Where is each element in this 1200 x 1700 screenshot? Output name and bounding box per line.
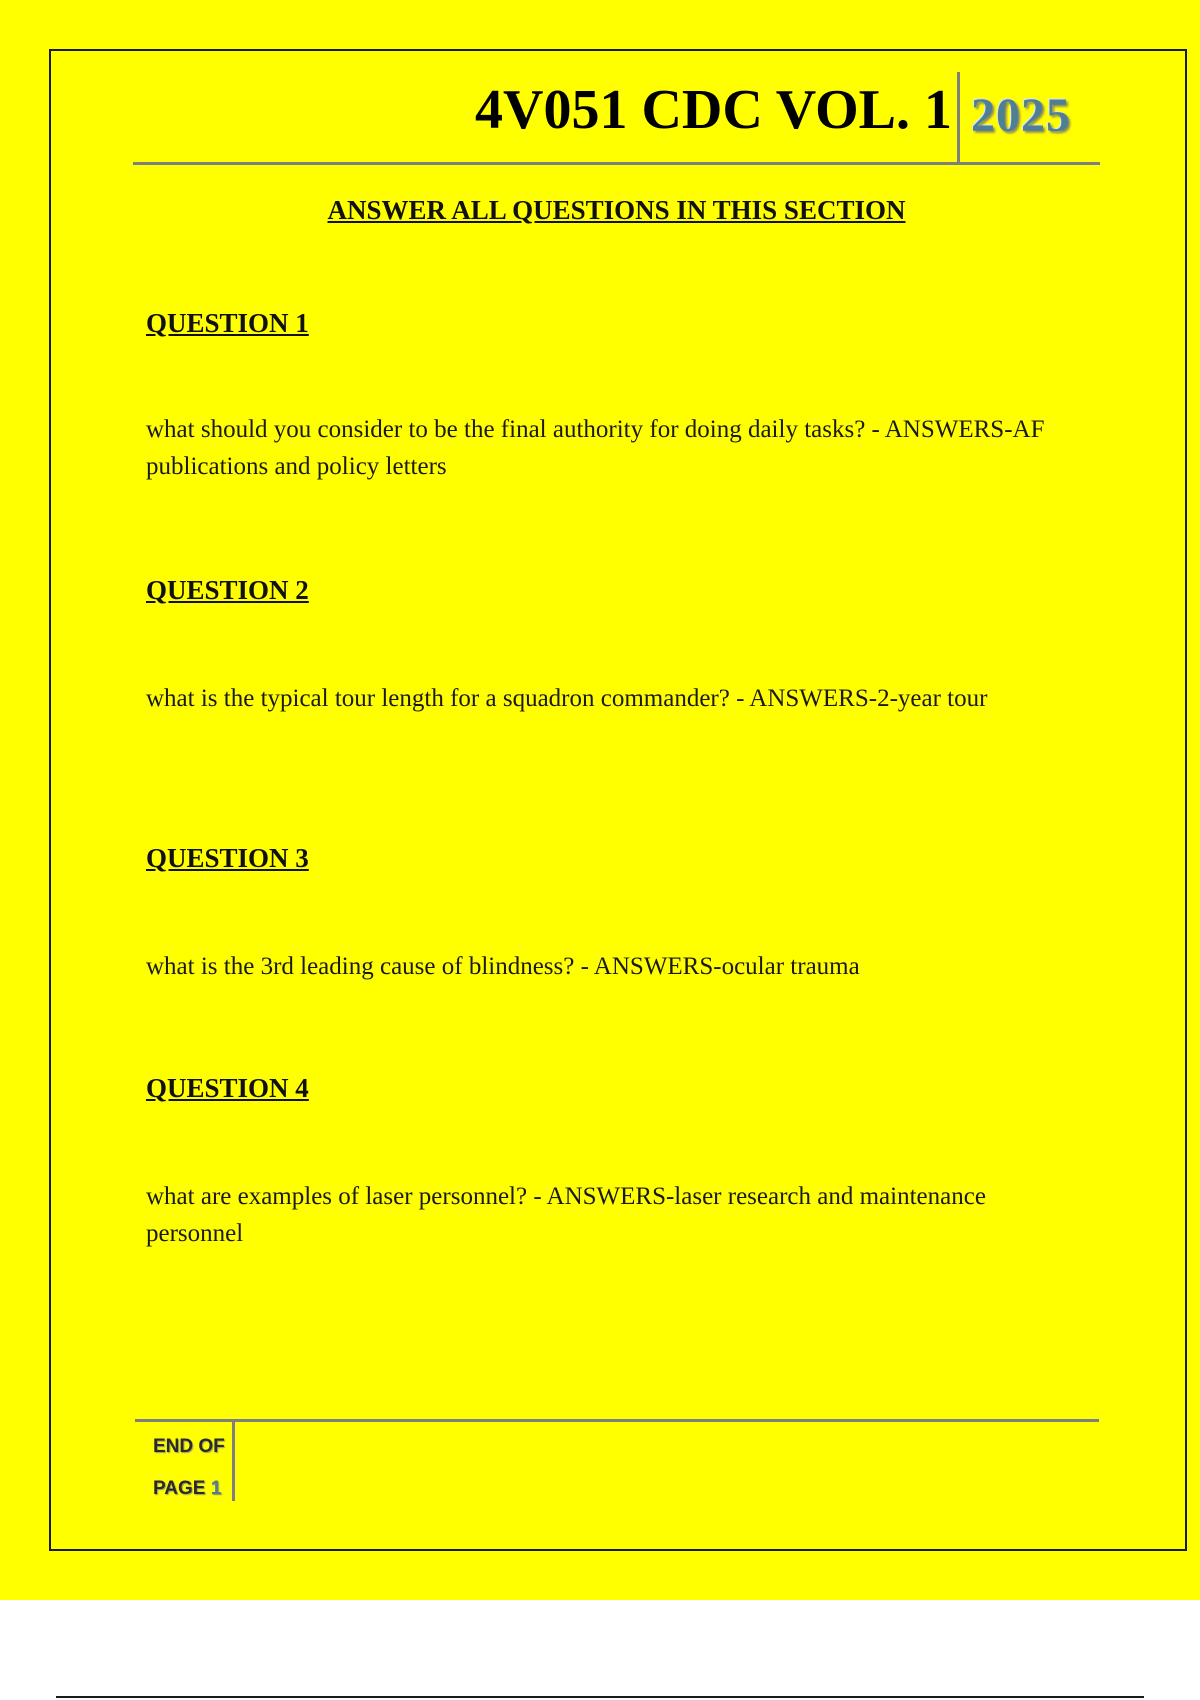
question-text: what is the typical tour length for a squadron commander? - ANSWERS-2-year tour: [146, 685, 988, 712]
footer-page-word: PAGE: [153, 1478, 206, 1499]
page-footer: [135, 1419, 1099, 1501]
question-label: QUESTION 2: [146, 575, 309, 605]
question-block-1: [146, 308, 1066, 485]
question-label: QUESTION 4: [146, 1073, 309, 1103]
footer-page-number: 1: [210, 1478, 222, 1499]
question-text: what should you consider to be the final authority for doing daily tasks? - ANSWERS-AF publications and policy letters: [146, 416, 1045, 480]
question-block-3: [146, 843, 1066, 985]
section-heading: ANSWER ALL QUESTIONS IN THIS SECTION: [327, 195, 906, 225]
question-text: what is the 3rd leading cause of blindness? - ANSWERS-ocular trauma: [146, 953, 860, 980]
question-block-4: [146, 1073, 1066, 1252]
footer-divider: [232, 1422, 235, 1501]
question-text: what are examples of laser personnel? - ANSWERS-laser research and maintenance personnel: [146, 1183, 986, 1247]
footer-page-label: [153, 1478, 221, 1500]
header-year: 2025: [971, 89, 1071, 142]
page-border: [49, 49, 1187, 1551]
bottom-rule: [56, 1696, 1144, 1698]
question-label: QUESTION 1: [146, 308, 309, 338]
question-block-2: [146, 575, 1066, 717]
document-title: 4V051 CDC VOL. 1: [475, 79, 952, 141]
document-header: [133, 72, 1100, 164]
header-rule: [133, 162, 1100, 165]
footer-end-of: END OF: [153, 1436, 225, 1457]
header-divider: [957, 72, 960, 164]
question-label: QUESTION 3: [146, 843, 309, 873]
footer-rule: [135, 1419, 1099, 1422]
